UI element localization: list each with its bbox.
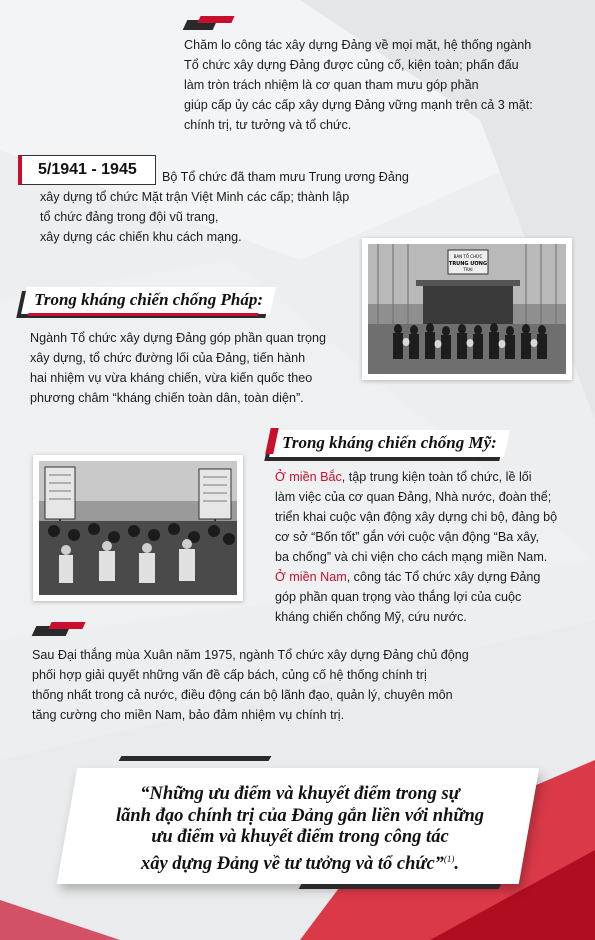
quote-text [90,784,510,875]
rally-crowd-photo [39,461,237,595]
photo-headquarters [362,238,572,380]
photo-rally [33,455,243,601]
quote-top-accent [119,756,272,761]
after1975-line-1: Sau Đại thắng mùa Xuân năm 1975, ngành Tổ chức xây dựng Đảng chủ động [32,648,469,662]
french-war-heading-accent [27,313,258,316]
after1975-line-4: tăng cường cho miền Nam, bảo đảm nhiệm vụ chính trị. [32,708,345,722]
sign-line-1: BAN TỔ CHỨC [453,254,483,259]
south-label: Ở miền Nam [275,570,347,584]
intro-line-5: chính trị, tư tưởng và tổ chức. [184,118,352,132]
us-war-south-line-3: kháng chiến chống Mỹ, cứu nước. [275,610,467,624]
after1975-line-2: phối hợp giải quyết những vấn đề cấp bách, củng cố hệ thống chính trị [32,668,427,682]
quote-last-line: xây dựng Đảng về tư tưởng và tổ chức” [140,853,444,874]
period-date-label: 5/1941 - 1945 [18,155,156,185]
french-war-line-3: hai nhiệm vụ vừa kháng chiến, vừa kiến quốc theo [30,371,313,385]
intro-line-1: Chăm lo công tác xây dựng Đảng về mọi mặt, hệ thống ngành [184,38,532,52]
french-war-line-2: xây dựng, tổ chức đường lối của Đảng, tiến hành [30,351,306,365]
quote-end: . [454,853,460,874]
french-war-heading [21,287,276,314]
quote-footnote: (1) [443,853,455,864]
us-war-north-line-3: triển khai cuộc vận động xây dựng chi bộ, đảng bộ [275,510,558,524]
intro-line-4: giúp cấp ủy các cấp xây dựng Đảng vững mạnh trên cả 3 mặt: [184,98,533,112]
french-war-line-1: Ngành Tổ chức xây dựng Đảng góp phần quan trọng [30,331,326,345]
intro-line-3: làm tròn trách nhiệm là cơ quan tham mưu góp phần [184,78,479,92]
us-war-heading [269,430,509,457]
french-war-heading-text: Trong kháng chiến chống Pháp: [34,290,264,309]
us-war-heading-text: Trong kháng chiến chống Mỹ: [282,433,497,452]
quote-line-2: lãnh đạo chính trị của Đảng gắn liền với những [116,805,484,826]
quote-line-3: ưu điểm và khuyết điểm trong công tác [151,827,449,847]
period1-line-4: xây dựng các chiến khu cách mạng. [40,230,242,244]
quote-bottom-accent [299,884,502,889]
us-war-north-line-5: ba chống” và chi viện cho cách mạng miền Nam. [275,550,548,564]
period1-line-2: xây dựng tổ chức Mặt trận Việt Minh các cấp; thành lập [40,190,350,204]
us-war-south-line-1 [275,567,540,588]
french-war-line-4: phương châm “kháng chiến toàn dân, toàn diện”. [30,391,304,405]
after1975-line-3: thống nhất trong cả nước, điều động cán bộ lãnh đạo, quản lý, chuyên môn [32,688,453,702]
north-line-1-rest: , tập trung kiện toàn tổ chức, lề lối [341,470,532,484]
quote-line-1: “Những ưu điểm và khuyết điểm trong sự [140,784,460,804]
south-line-1-rest: , công tác Tổ chức xây dựng Đảng [346,570,541,584]
north-label: Ở miền Bắc [275,470,342,484]
us-war-north-line-2: làm việc của cơ quan Đảng, Nhà nước, đoàn thể; [275,490,552,504]
sign-line-2: TRUNG ƯƠNG [448,261,488,267]
intro-line-2: Tổ chức xây dựng Đảng được củng cố, kiện toàn; phấn đấu [184,58,519,72]
period1-line-1: Bộ Tổ chức đã tham mưu Trung ương Đảng [162,170,409,184]
us-war-north-line-1 [275,467,532,488]
headquarters-group-photo [368,244,566,374]
us-war-south-line-2: góp phần quan trọng vào thắng lợi của cuộc [275,590,522,604]
quote-line-4 [90,849,510,876]
period1-line-3: tổ chức đảng trong đội vũ trang, [40,210,219,224]
sign-line-3: TRẠI [463,267,473,272]
us-war-north-line-4: cơ sở “Bốn tốt” gắn với cuộc vận động “Ba xây, [275,530,539,544]
